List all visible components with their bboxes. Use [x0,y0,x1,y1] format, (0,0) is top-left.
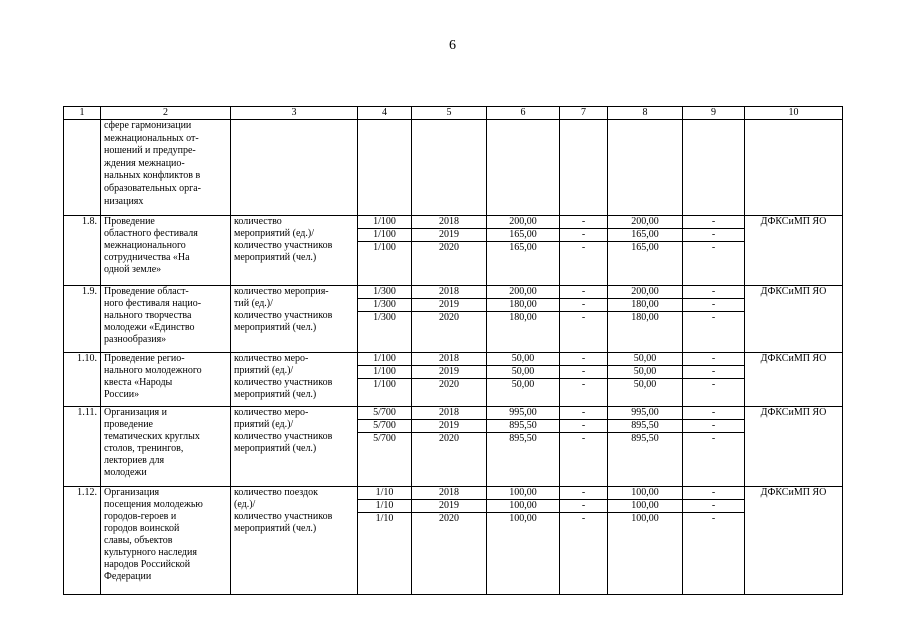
column-number-row [64,107,843,120]
federal-amount: - [560,229,608,242]
indicator-text: количество мероприятий (ед.)/ количество участников мероприятий (чел.) [231,216,358,286]
federal-amount: - [560,513,608,595]
regional-amount: 200,00 [608,286,683,299]
federal-amount: - [560,286,608,299]
regional-amount: 165,00 [608,229,683,242]
cell-c9 [683,120,745,216]
row-number: 1.11. [64,407,101,487]
indicator-text: количество мероприя- тий (ед.)/ количество участников мероприятий (чел.) [231,286,358,353]
program-table [63,106,843,595]
other-amount: - [683,353,745,366]
other-amount: - [683,216,745,229]
column-number: 2 [101,107,231,120]
other-amount: - [683,407,745,420]
total-amount: 165,00 [487,229,560,242]
year: 2018 [412,286,487,299]
year: 2020 [412,242,487,286]
regional-amount: 100,00 [608,513,683,595]
indicator-value: 1/100 [358,379,412,407]
indicator-text: количество поездок (ед.)/ количество участников мероприятий (чел.) [231,487,358,595]
other-amount: - [683,242,745,286]
year: 2020 [412,379,487,407]
executor: ДФКСиМП ЯО [745,407,843,487]
cell-c7 [560,120,608,216]
indicator-value: 1/10 [358,500,412,513]
regional-amount: 100,00 [608,500,683,513]
other-amount: - [683,500,745,513]
cell-total [487,120,560,216]
table-row [64,407,843,420]
other-amount: - [683,420,745,433]
total-amount: 200,00 [487,216,560,229]
total-amount: 895,50 [487,420,560,433]
indicator-text: количество меро- приятий (ед.)/ количество участников мероприятий (чел.) [231,407,358,487]
row-number: 1.10. [64,353,101,407]
total-amount: 100,00 [487,500,560,513]
federal-amount: - [560,487,608,500]
year: 2018 [412,353,487,366]
column-number: 5 [412,107,487,120]
total-amount: 50,00 [487,366,560,379]
other-amount: - [683,433,745,487]
federal-amount: - [560,500,608,513]
event-name: Проведение област- ного фестиваля нацио- нального творчества молодежи «Единство разнообразия» [101,286,231,353]
table-row [64,216,843,229]
federal-amount: - [560,353,608,366]
indicator-value: 1/300 [358,286,412,299]
regional-amount: 180,00 [608,312,683,353]
regional-amount: 200,00 [608,216,683,229]
column-number: 1 [64,107,101,120]
executor: ДФКСиМП ЯО [745,286,843,353]
table-row [64,487,843,500]
column-number: 6 [487,107,560,120]
column-number: 8 [608,107,683,120]
federal-amount: - [560,407,608,420]
indicator-value: 1/10 [358,513,412,595]
other-amount: - [683,299,745,312]
total-amount: 180,00 [487,312,560,353]
row-number: 1.8. [64,216,101,286]
regional-amount: 100,00 [608,487,683,500]
cell-c4 [358,120,412,216]
other-amount: - [683,513,745,595]
year: 2019 [412,500,487,513]
federal-amount: - [560,242,608,286]
column-number: 4 [358,107,412,120]
indicator-value: 1/100 [358,216,412,229]
regional-amount: 180,00 [608,299,683,312]
executor: ДФКСиМП ЯО [745,353,843,407]
federal-amount: - [560,216,608,229]
regional-amount: 50,00 [608,366,683,379]
indicator-value: 1/100 [358,353,412,366]
total-amount: 895,50 [487,433,560,487]
total-amount: 180,00 [487,299,560,312]
other-amount: - [683,487,745,500]
indicator-value: 5/700 [358,407,412,420]
column-number: 10 [745,107,843,120]
other-amount: - [683,379,745,407]
federal-amount: - [560,366,608,379]
event-name: Организация посещения молодежью городов-героев и городов воинской славы, объектов культурного наследия народов Российской Федерации [101,487,231,595]
other-amount: - [683,229,745,242]
row-number: 1.9. [64,286,101,353]
regional-amount: 50,00 [608,353,683,366]
indicator-value: 5/700 [358,420,412,433]
regional-amount: 50,00 [608,379,683,407]
regional-amount: 895,50 [608,420,683,433]
cell-indicator [231,120,358,216]
year: 2020 [412,312,487,353]
year: 2018 [412,407,487,420]
regional-amount: 995,00 [608,407,683,420]
indicator-value: 1/10 [358,487,412,500]
cell-executor [745,120,843,216]
federal-amount: - [560,433,608,487]
year: 2019 [412,420,487,433]
federal-amount: - [560,299,608,312]
indicator-value: 1/100 [358,229,412,242]
federal-amount: - [560,420,608,433]
other-amount: - [683,312,745,353]
indicator-value: 1/300 [358,299,412,312]
year: 2020 [412,513,487,595]
total-amount: 100,00 [487,487,560,500]
year: 2020 [412,433,487,487]
executor: ДФКСиМП ЯО [745,216,843,286]
regional-amount: 895,50 [608,433,683,487]
total-amount: 200,00 [487,286,560,299]
year: 2018 [412,216,487,229]
table-row [64,286,843,299]
event-name: Проведение областного фестиваля межнационального сотрудничества «На одной земле» [101,216,231,286]
indicator-value: 5/700 [358,433,412,487]
total-amount: 50,00 [487,353,560,366]
regional-amount: 165,00 [608,242,683,286]
other-amount: - [683,286,745,299]
year: 2019 [412,229,487,242]
indicator-value: 1/100 [358,366,412,379]
year: 2019 [412,366,487,379]
total-amount: 100,00 [487,513,560,595]
row-number: 1.12. [64,487,101,595]
column-number: 3 [231,107,358,120]
federal-amount: - [560,379,608,407]
year: 2019 [412,299,487,312]
federal-amount: - [560,312,608,353]
indicator-value: 1/100 [358,242,412,286]
cell-year [412,120,487,216]
other-amount: - [683,366,745,379]
cell-number [64,120,101,216]
continuation-row [64,120,843,216]
continuation-text: сфере гармонизации межнациональных от- ношений и предупре- ждения межнацио- нальных конфликтов в образовательных орга- низациях [101,120,231,216]
table-row [64,353,843,366]
column-number: 9 [683,107,745,120]
total-amount: 50,00 [487,379,560,407]
executor: ДФКСиМП ЯО [745,487,843,595]
cell-c8 [608,120,683,216]
total-amount: 165,00 [487,242,560,286]
indicator-value: 1/300 [358,312,412,353]
page-number: 6 [449,38,456,53]
total-amount: 995,00 [487,407,560,420]
indicator-text: количество меро- приятий (ед.)/ количество участников мероприятий (чел.) [231,353,358,407]
event-name: Организация и проведение тематических круглых столов, тренингов, лекториев для молодежи [101,407,231,487]
column-number: 7 [560,107,608,120]
event-name: Проведение регио- нального молодежного квеста «Народы России» [101,353,231,407]
year: 2018 [412,487,487,500]
